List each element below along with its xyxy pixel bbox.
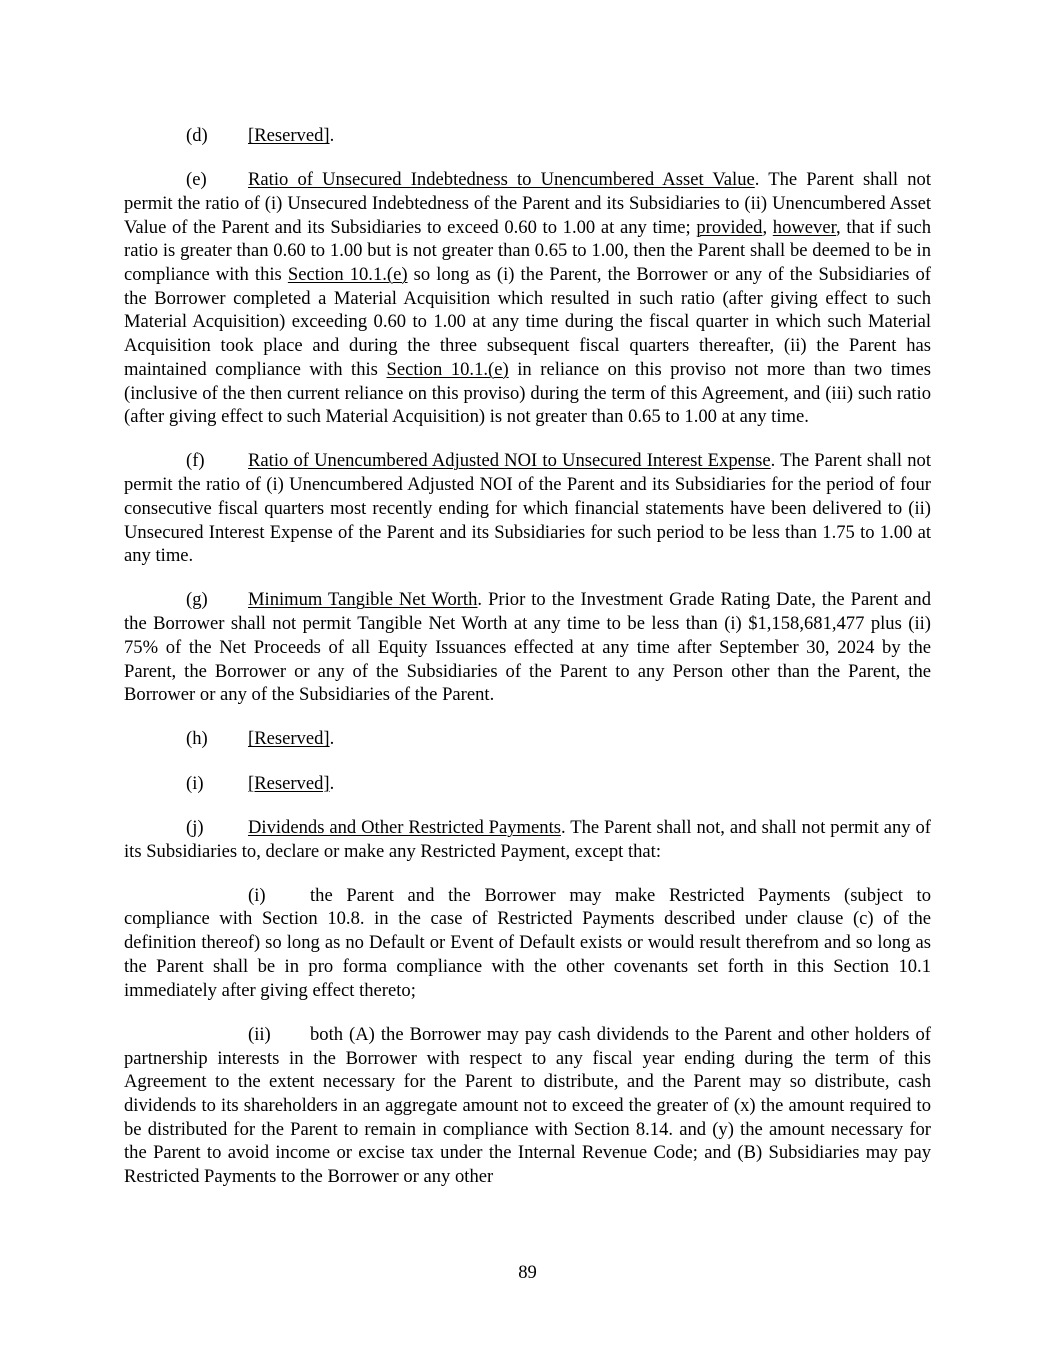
section-e-reference-2: Section 10.1.(e) xyxy=(386,358,509,380)
section-g-heading: Minimum Tangible Net Worth xyxy=(248,589,478,611)
section-i-heading: [Reserved] xyxy=(248,772,330,794)
section-h-heading: [Reserved] xyxy=(248,728,330,750)
section-e-label: (e) xyxy=(186,169,207,191)
section-e-text-1: . The Parent shall not permit the ratio of (i) Unsecured Indebtedness of the Parent and its Subsidiaries to (ii) Unencumbered Asset Value of the Parent and its Subsidiaries to exceed 0.60 to 1.00 at any time; xyxy=(124,169,931,238)
clause-ii-text: both (A) the Borrower may pay cash dividends to the Parent and other holders of partnership interests in the Borrower with respect to any fiscal year ending during the term of this Agreement to the extent necessary for the Parent to distribute, and the Parent may so distribute, cash dividends to its shareholders in an aggregate amount not to exceed the greater of (x) the amount required to be distributed for the Parent to remain in compliance with Section 8.14. and (y) the amount necessary for the Parent to avoid income or excise tax under the Internal Revenue Code; and (B) Subsidiaries may pay Restricted Payments to the Borrower or any other xyxy=(124,1023,931,1188)
section-d xyxy=(124,124,931,148)
section-h xyxy=(124,727,931,751)
clause-ii-label: (ii) xyxy=(248,1023,271,1045)
clause-i-label: (i) xyxy=(248,884,266,906)
section-e-comma: , xyxy=(762,216,773,238)
section-g-label: (g) xyxy=(186,589,208,611)
section-j-clause-ii xyxy=(124,1023,931,1189)
section-e-heading: Ratio of Unsecured Indebtedness to Unencumbered Asset Value xyxy=(248,169,755,191)
section-f xyxy=(124,449,931,568)
section-i xyxy=(124,772,931,796)
section-h-label: (h) xyxy=(186,728,208,750)
section-e-text-2: , that if such ratio is greater than 0.60 to 1.00 but is not greater than 0.65 to 1.00, then the Parent shall be deemed to be in compliance with this xyxy=(124,216,931,286)
section-g-text: . Prior to the Investment Grade Rating Date, the Parent and the Borrower shall not permit Tangible Net Worth at any time to be less than (i) $1,158,681,477 plus (ii) 75% of the Net Proceeds of all Equity Issuances effected at any time after September 30, 2024 by the Parent, the Borrower or any of the Subsidiaries of the Parent to any Person other than the Parent, the Borrower or any of the Subsidiaries of the Parent. xyxy=(124,589,931,706)
section-f-label: (f) xyxy=(186,450,205,472)
section-f-text: . The Parent shall not permit the ratio of (i) Unencumbered Adjusted NOI of the Parent and its Subsidiaries for the period of four consecutive fiscal quarters most recently ending for which financial statements have been delivered to (ii) Unsecured Interest Expense of the Parent and its Subsidiaries for such period to be less than 1.75 to 1.00 at any time. xyxy=(124,450,931,567)
section-j-clause-i xyxy=(124,884,931,1003)
section-e-reference-1: Section 10.1.(e) xyxy=(287,264,408,286)
section-i-label: (i) xyxy=(186,772,204,794)
page-number: 89 xyxy=(518,1262,537,1283)
section-i-period: . xyxy=(329,772,335,794)
section-g xyxy=(124,588,931,707)
section-e xyxy=(124,168,931,429)
section-h-period: . xyxy=(329,728,335,750)
section-f-heading: Ratio of Unencumbered Adjusted NOI to Unsecured Interest Expense xyxy=(248,450,771,472)
section-e-text-3: so long as (i) the Parent, the Borrower or any of the Subsidiaries of the Borrower completed a Material Acquisition which resulted in such ratio (after giving effect to such Material Acquisition) exceeding 0.60 to 1.00 at any time during the fiscal quarter in which such Material Acquisition took place and during the three subsequent fiscal quarters thereafter, (ii) the Parent has maintained compliance with this xyxy=(124,264,932,380)
section-d-label: (d) xyxy=(186,125,208,146)
section-j-label: (j) xyxy=(186,816,204,838)
section-e-text-4: in reliance on this proviso not more than two times (inclusive of the then current reliance on this proviso) during the term of this Agreement, and (iii) such ratio (after giving effect to such Material Acquisition) is not greater than 0.65 to 1.00 at any time. xyxy=(124,358,932,428)
section-d-heading: [Reserved] xyxy=(248,125,330,146)
section-e-however: however xyxy=(772,216,837,238)
section-j xyxy=(124,816,931,863)
section-d-period: . xyxy=(329,125,335,146)
section-j-text: . The Parent shall not, and shall not permit any of its Subsidiaries to, declare or make any Restricted Payment, except that: xyxy=(124,816,932,862)
section-j-heading: Dividends and Other Restricted Payments xyxy=(248,816,561,838)
clause-i-text: the Parent and the Borrower may make Restricted Payments (subject to compliance with Section 10.8. in the case of Restricted Payments described under clause (c) of the definition thereof) so long as no Default or Event of Default exists or would result therefrom and so long as the Parent shall be in pro forma compliance with the other covenants set forth in this Section 10.1 immediately after giving effect thereto; xyxy=(124,884,931,1001)
section-e-provided: provided xyxy=(696,216,763,238)
document-page xyxy=(124,124,931,1209)
